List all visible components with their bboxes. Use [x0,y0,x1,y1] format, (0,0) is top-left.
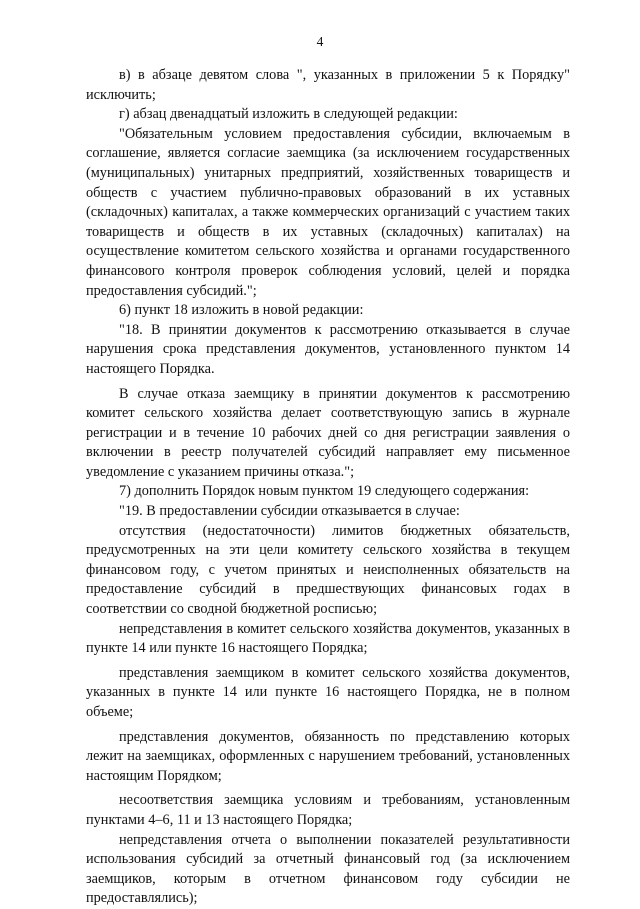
paragraph-item-v: в) в абзаце девятом слова ", указанных в приложении 5 к Порядку" исключить; [86,67,570,103]
paragraph-non-submission: непредставления в комитет сельского хозяйства документов, указанных в пункте 14 или пункте 16 настоящего Порядка; [86,620,570,657]
paragraph-point-19: "19. В предоставлении субсидии отказывается в случае: [119,503,460,520]
document-body [86,66,570,909]
paragraph-improper-documents: представления документов, обязанность по представлению которых лежит на заемщиках, оформленных с нарушением требований, установленных настоящим Порядком; [86,728,570,784]
page-number: 4 [316,34,324,49]
paragraph-no-report: непредставления отчета о выполнении показателей результативности использования субсидий за отчетный финансовый год (за исключением заемщиков, которым в отчетном финансовом году субсидии не предоставлялись); [86,831,570,907]
paragraph-item-g: г) абзац двенадцатый изложить в следующей редакции: [119,106,458,123]
paragraph-non-compliance: несоответствия заемщика условиям и требованиям, установленным пунктами 4–6, 11 и 13 настоящего Порядка; [86,792,570,828]
paragraph-quoted-condition: "Обязательным условием предоставления субсидии, включаемым в соглашение, является согласие заемщика (за исключением государственных (муниципальных) унитарных предприятий, хозяйственных товариществ и обществ с участием публично-правовых образований в их уставных (складочных) капиталах, а также коммерческих организаций с участием таких товариществ и обществ в их уставных (складочных) капиталах) на осуществление комитетом сельского хозяйства и органами государственного финансового контроля проверок соблюдения условий, целей и порядка предоставления субсидий."; [86,125,570,299]
paragraph-limits: отсутствия (недостаточности) лимитов бюджетных обязательств, предусмотренных на эти цели комитету сельского хозяйства в текущем финансовом году, с учетом принятых и неисполненных обязательств на предоставление субсидий в предшествующих финансовых годах в соответствии со сводной бюджетной росписью; [86,522,570,618]
paragraph-item-6: 6) пункт 18 изложить в новой редакции: [119,302,364,319]
paragraph-point-18: "18. В принятии документов к рассмотрению отказывается в случае нарушения срока представления документов, установленного пунктом 14 настоящего Порядка. [86,321,570,377]
paragraph-incomplete-submission: представления заемщиком в комитет сельского хозяйства документов, указанных в пункте 14 или пункте 16 настоящего Порядка, не в полном объеме; [86,664,570,720]
paragraph-refusal-notice: В случае отказа заемщику в принятии документов к рассмотрению комитет сельского хозяйства делает соответствующую запись в журнале регистрации и в течение 10 рабочих дней со дня регистрации заявления о включении в реестр получателей субсидий направляет ему письменное уведомление с указанием причины отказа."; [86,385,570,480]
paragraph-item-7: 7) дополнить Порядок новым пунктом 19 следующего содержания: [119,483,530,500]
